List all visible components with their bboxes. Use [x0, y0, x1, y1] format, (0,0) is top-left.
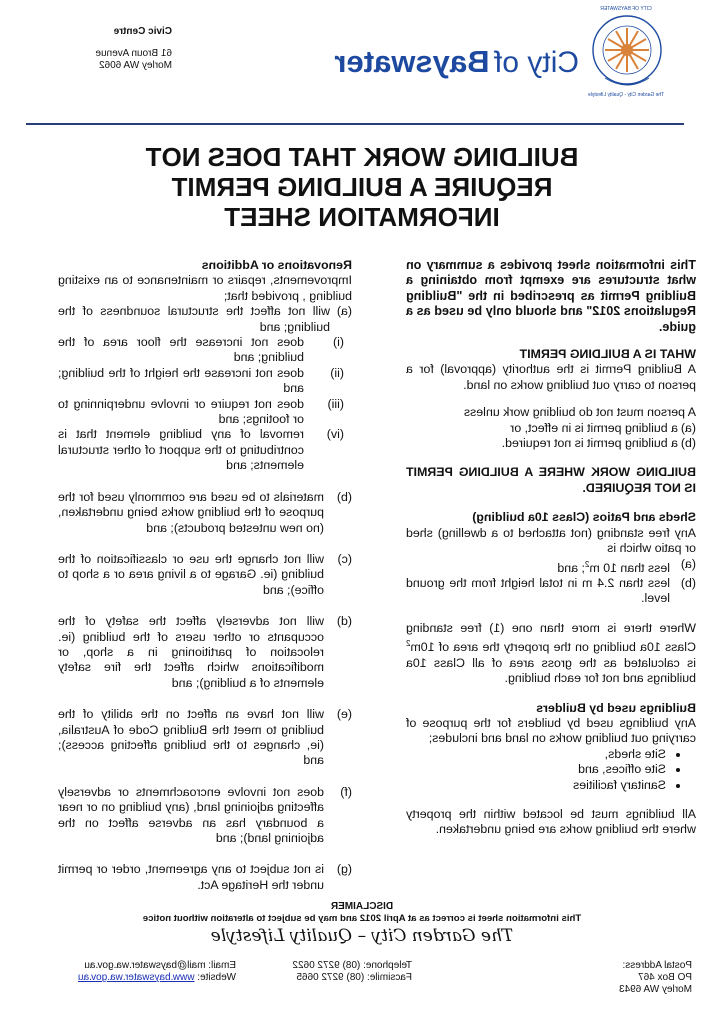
sheds-text: Any free standing (not attached to a dwelling) shed or patio which is: [406, 525, 696, 556]
sheds-item-b-text: less than 2.4 m in total height from the ground level.: [406, 576, 670, 606]
title-line-1: BUILDING WORK THAT DOES NOT: [145, 142, 579, 172]
renovations-heading: Renovations or Additions: [201, 258, 352, 272]
website-link[interactable]: www.bayswater.wa.gov.au: [77, 972, 195, 983]
city-logo: [334, 44, 579, 80]
condition-e-text: will not have an affect on the ability of the building to meet the Building Code of Australia, (ie, changes to the building affecting access); and: [58, 707, 324, 768]
page-title: [60, 142, 664, 232]
condition-e: [58, 707, 352, 769]
disclaimer-heading: DISCLAIMER: [330, 901, 394, 912]
intro-text: This information sheet provides a summary on what structures are exempt from obtaining a Building Permit as prescribed in the "Building Regulations 2012" and should only be used as a guide.: [406, 258, 696, 334]
condition-a-iii-text: does not require or involve underpinning to or footings; and: [58, 396, 304, 427]
footer-contact: [6, 960, 236, 984]
sheds-a-post: ; and: [557, 560, 585, 575]
email-row: [6, 960, 236, 972]
sheds-item-b-label: (b): [680, 576, 696, 591]
condition-d-text: will not adversely affect the safety of the occupants or other users of the building (ie. relocation of partitioning in a shop, or modifications which affect the fire safety elements of a building); and: [58, 614, 324, 690]
condition-a-iii: [58, 397, 344, 428]
condition-a-iv-text: removal of any building element that is contributing to the support of other structural elements; and: [58, 427, 304, 473]
condition-a-i-text: does not increase the floor area of the building; and: [58, 335, 304, 365]
civic-centre-address: [2, 26, 172, 72]
sheds-item-a-text: [406, 557, 670, 577]
where-more-text: [406, 621, 696, 687]
footer-postal: [542, 960, 692, 996]
civic-centre-line1: 61 Broun Avenue: [95, 48, 172, 59]
builders-list-item: • Site offices, and: [406, 762, 666, 777]
what-heading: WHAT IS A BUILDING PERMIT: [519, 347, 696, 362]
condition-c: [58, 552, 352, 598]
must-item-b: [406, 436, 696, 451]
seal-inner-text: The Garden City - Quality Lifestyle: [587, 92, 665, 98]
must-item-b-text: a building permit is not required.: [501, 436, 678, 451]
logo-name: Bayswater: [334, 44, 490, 79]
postal-line1: PO Box 467: [638, 972, 692, 983]
facsimile: Facsimile: (08) 9272 0665: [296, 972, 412, 983]
email-label: Email:: [205, 960, 236, 971]
condition-a: [58, 304, 352, 335]
condition-d: [58, 614, 352, 691]
condition-f-text: does not involve encroachments or adversely affecting adjoining land, (any building on or near a boundary has an adverse affect on the adjoining land); and: [58, 784, 324, 845]
condition-g-label: (g): [336, 862, 352, 877]
civic-centre-title: Civic Centre: [113, 26, 172, 37]
website-label: Website:: [194, 972, 236, 983]
must-item-b-label: (b): [680, 436, 696, 451]
condition-a-ii-label: (ii): [330, 365, 344, 380]
builders-text: Any buildings used by builders for the purpose of carrying out building works on land and includes;: [406, 716, 696, 746]
must-item-a-label: (a): [680, 420, 696, 435]
sheds-item-a: [406, 557, 696, 577]
right-column: [58, 258, 352, 893]
condition-e-label: (e): [336, 707, 352, 722]
must-text: A person must not do building work unless: [463, 405, 696, 420]
what-text: A Building Permit is the authority (approval) for a person to carry out building works on land.: [406, 362, 696, 392]
builders-heading: Buildings used by Builders: [536, 700, 696, 715]
sheds-a-pre: less than 10 m: [589, 560, 670, 575]
seal-emblem-icon: [591, 12, 663, 102]
logo-city-of: City of: [493, 46, 579, 79]
where-more-pre: Where there is more than one (1) free standing Class 10a building on the property the area of 10m: [406, 620, 696, 655]
seal-outer-text: CITY OF BAYSWATER: [600, 6, 652, 12]
condition-f-label: (f): [340, 784, 352, 799]
condition-a-iv: [58, 427, 344, 473]
header-rule: [26, 123, 684, 125]
condition-d-label: (d): [336, 614, 352, 629]
where-more-sup: 2: [406, 639, 411, 649]
title-line-2: REQUIRE A BUILDING PERMIT: [171, 172, 553, 202]
website-row: [6, 972, 236, 984]
left-column: [406, 258, 696, 838]
condition-c-text: will not change the use or classification of the building (ie. Garage to a living area or a shop to office); and: [58, 551, 324, 597]
must-item-a-text: a building permit is in effect, or: [510, 420, 678, 435]
condition-a-iv-label: (iv): [326, 427, 344, 442]
postal-line2: Morley WA 6943: [619, 984, 692, 995]
condition-g: [58, 862, 352, 893]
disclaimer: [40, 901, 684, 925]
postal-label: Postal Address:: [622, 960, 692, 971]
condition-a-label: (a): [336, 304, 352, 319]
footer-phone: [272, 960, 412, 984]
builders-list: [406, 747, 696, 793]
where-heading: BUILDING WORK WHERE A BUILDING PERMIT IS NOT REQUIRED.: [406, 465, 696, 495]
builders-list-item: • Site sheds,: [406, 747, 666, 762]
sheds-item-a-label: (a): [680, 556, 696, 571]
where-more-post: is calculated as the gross area of all Class 10a buildings and not for each building.: [406, 655, 696, 686]
condition-a-ii: [58, 366, 344, 397]
condition-a-iii-label: (iii): [327, 396, 344, 411]
civic-centre-line2: Morley WA 6062: [99, 60, 172, 71]
condition-c-label: (c): [337, 551, 352, 566]
must-item-a: [406, 421, 696, 436]
condition-f: [58, 785, 352, 847]
title-line-3: INFORMATION SHEET: [224, 202, 500, 232]
builders-list-item: • Sanitary facilities: [406, 778, 666, 793]
condition-b-text: materials to be used are commonly used for the purpose of the building works being undertaken, (no new untested products); and: [58, 489, 324, 535]
sheds-heading: Sheds and Patios (Class 10a building): [472, 510, 696, 525]
all-buildings-text: All buildings must be located within the property where the building works are being undertaken.: [406, 807, 696, 837]
condition-a-ii-text: does not increase the height of the building; and: [58, 365, 304, 396]
tagline: The Garden City – Quality Lifestyle: [210, 926, 514, 946]
condition-a-i-label: (i): [332, 335, 344, 350]
email-link[interactable]: mail@bayswater.wa.gov.au: [84, 960, 206, 971]
condition-a-i: [58, 335, 344, 366]
condition-b-label: (b): [336, 489, 352, 504]
renovations-text: Improvements, repairs or maintenance to an existing building , provided that;: [58, 273, 352, 303]
sheds-a-sup: 2: [584, 559, 590, 569]
telephone: Telephone: (08) 9272 0622: [292, 960, 412, 971]
city-seal: [591, 12, 663, 102]
condition-b: [58, 490, 352, 536]
disclaimer-text: This information sheet is correct as at April 2012 and may be subject to alteration without notice: [142, 913, 582, 924]
condition-a-text: will not affect the structural soundness of the building; and: [58, 304, 330, 334]
sheds-item-b: [406, 576, 696, 607]
condition-g-text: is not subject to any agreement, order or permit under the Heritage Act.: [58, 862, 324, 892]
